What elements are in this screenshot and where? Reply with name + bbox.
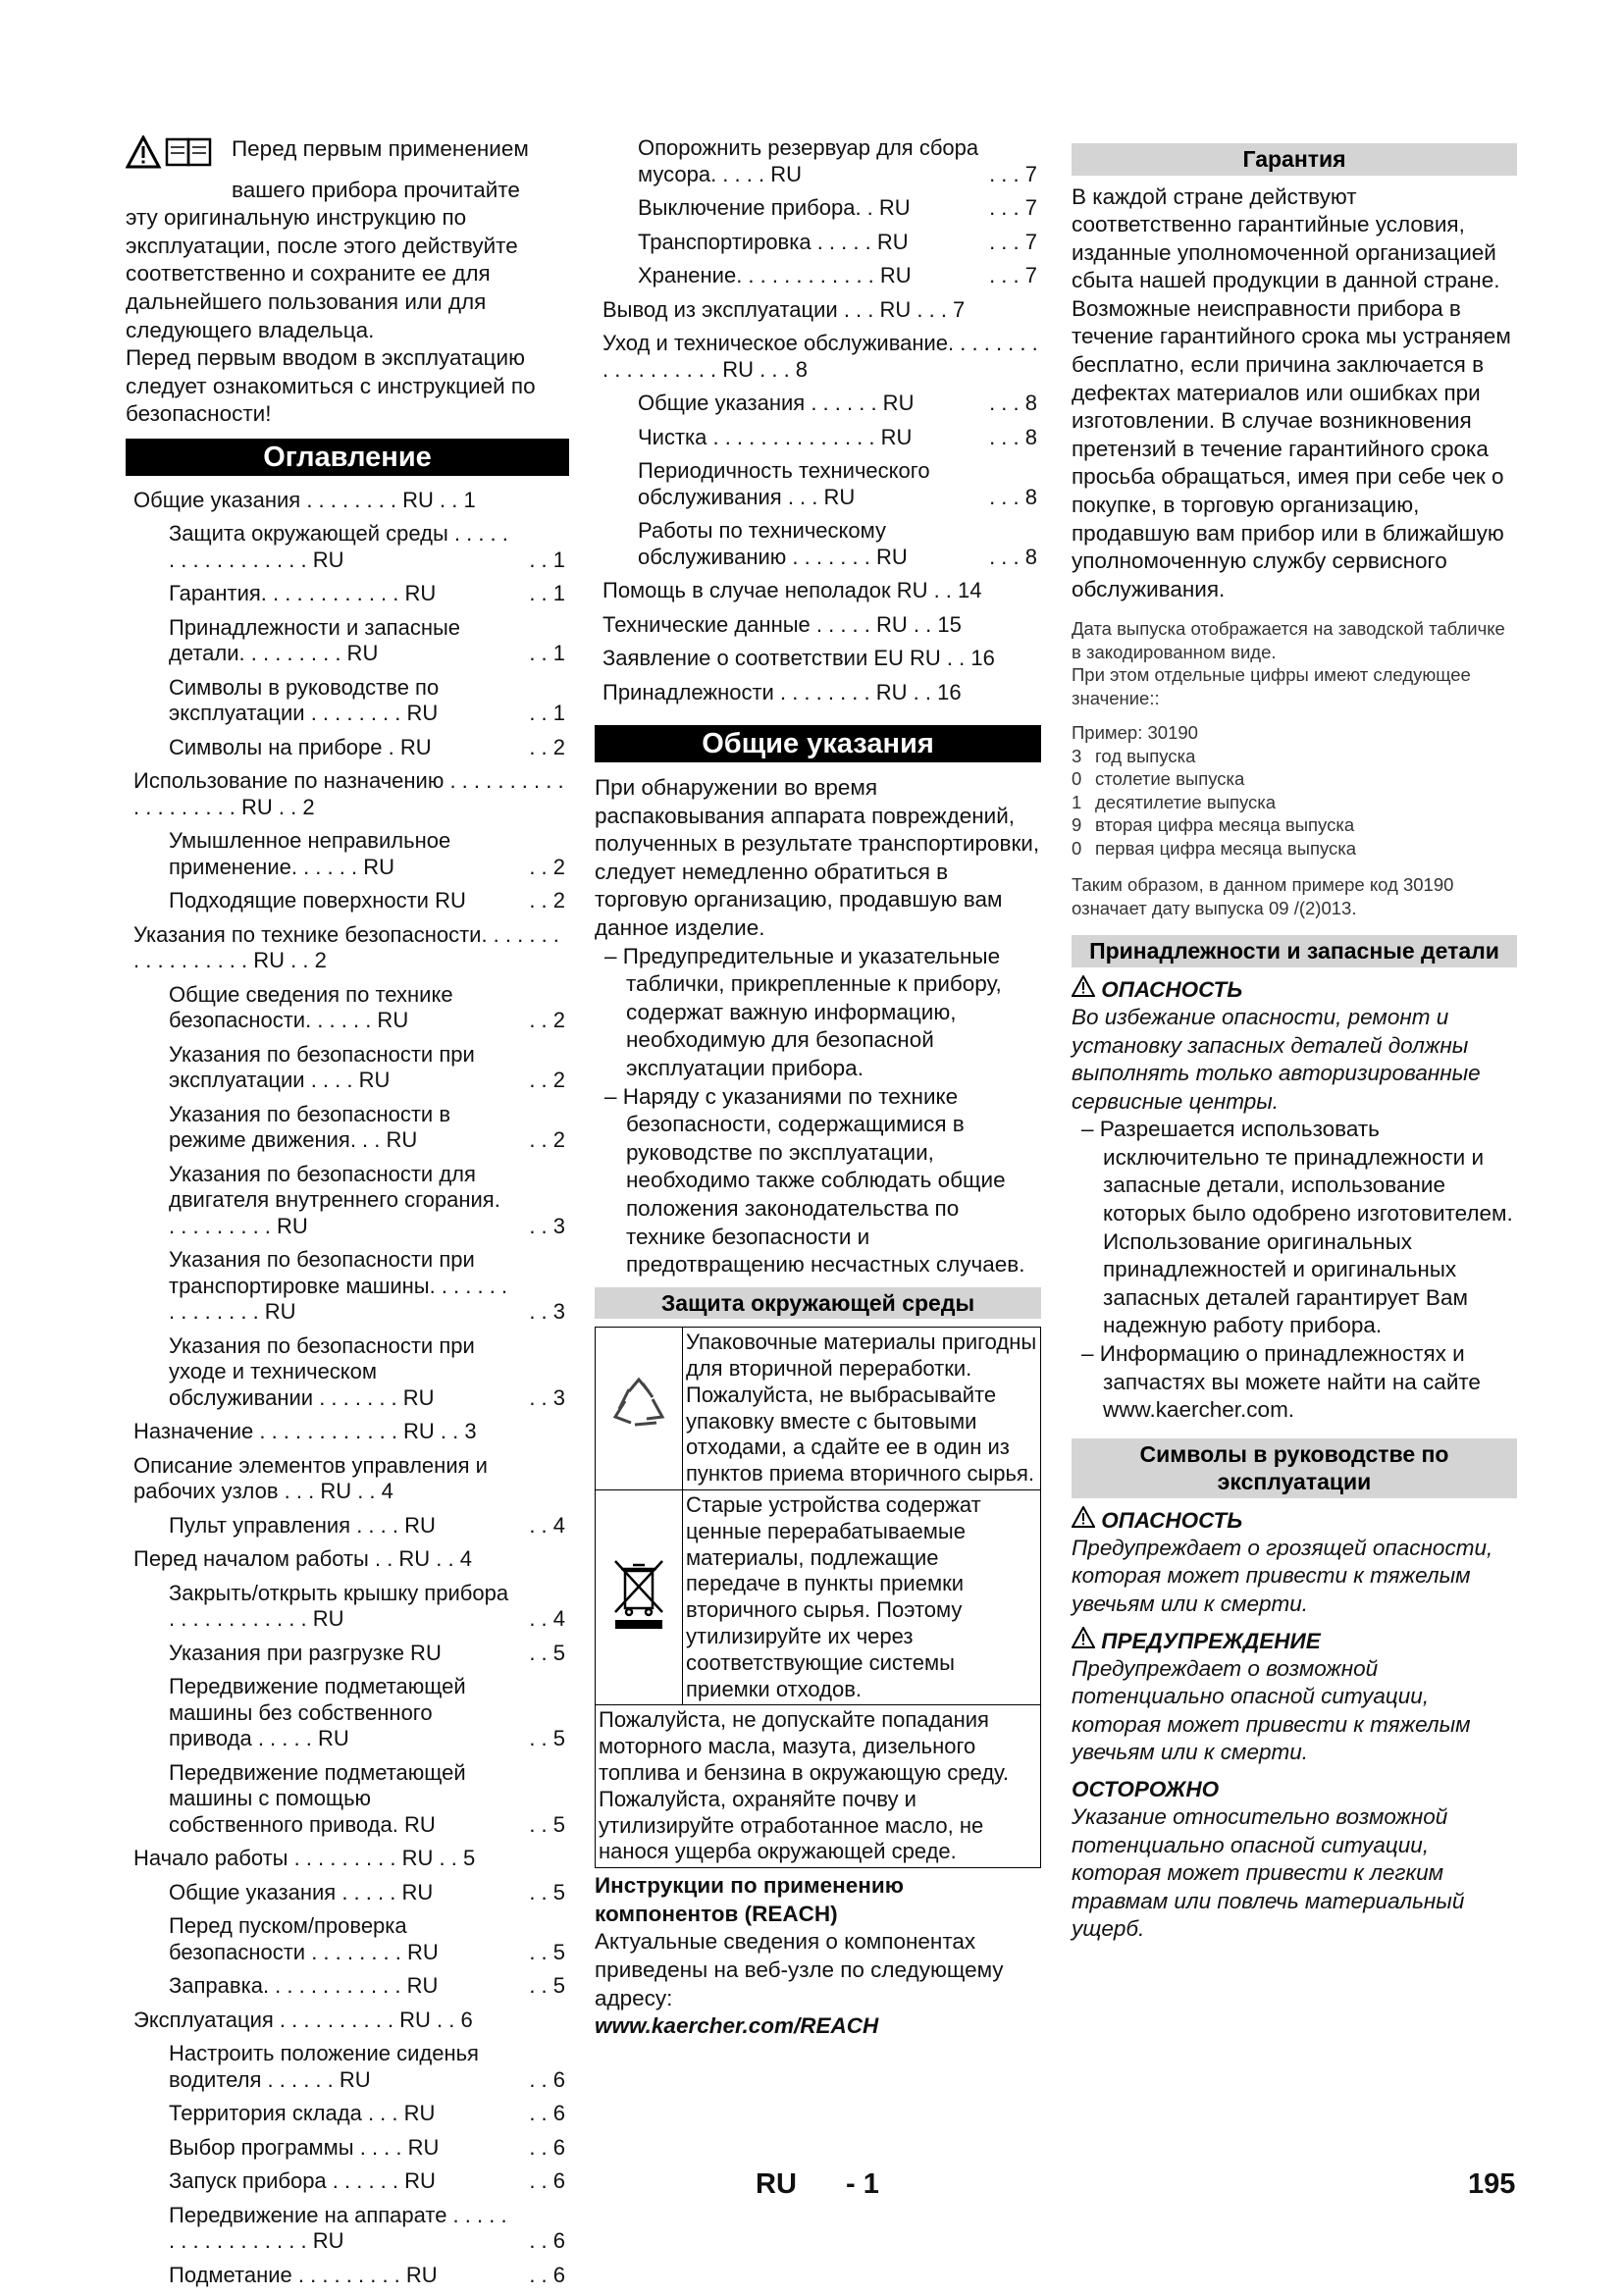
example-label: Пример: 30190: [1072, 722, 1198, 744]
toc-entry[interactable]: [126, 581, 569, 607]
accessories-danger-label: ОПАСНОСТЬ: [1072, 975, 1517, 1004]
general-heading: Общие указания: [595, 725, 1041, 762]
toc-entry-page: . . 2: [529, 734, 565, 759]
toc-entry-page: . . 6: [529, 2228, 565, 2254]
digit-value: 0: [1072, 837, 1082, 859]
toc-entry-title: Указания по безопасности при эксплуатации . . . . RU: [169, 1041, 475, 1093]
toc-entry-title: Общие указания . . . . . . . . RU . . 1: [133, 487, 476, 512]
toc-entry[interactable]: [126, 1760, 569, 1839]
toc-entry-page: . . 2: [529, 1068, 565, 1093]
toc-entry[interactable]: [126, 768, 569, 820]
toc-entry-title: Опорожнить резервуар для сбора мусора. . . . . RU: [638, 135, 979, 186]
toc-entry-page: . . 5: [529, 1939, 565, 1964]
toc-entry[interactable]: [126, 2008, 569, 2034]
toc-entry[interactable]: [595, 230, 1041, 256]
toc-entry-title: Описание элементов управления и рабочих узлов . . . RU . . 4: [133, 1452, 488, 1504]
toc-entry[interactable]: [126, 1453, 569, 1505]
digit-value: 9: [1072, 814, 1082, 836]
toc-entry-page: . . 2: [529, 1008, 565, 1033]
toc-entry-page: . . . 7: [989, 263, 1037, 287]
toc-entry-page: . . . 7: [989, 161, 1037, 186]
toc-entry-title: Символы в руководстве по эксплуатации . . . . . . . . RU: [169, 674, 440, 726]
toc-entry[interactable]: [126, 1419, 569, 1445]
column-right: [1072, 135, 1517, 1944]
toc-entry-page: . . 4: [529, 1606, 565, 1632]
toc-entry-title: Перед пуском/проверка безопасности . . . . . . . . RU: [169, 1913, 439, 1964]
toc-entry-title: Указания при разгрузке RU: [169, 1640, 442, 1665]
toc-entry-title: Передвижение подметающей машины без собственного привода . . . . . RU: [169, 1674, 466, 1751]
accessories-list: [1072, 1116, 1517, 1425]
weee-icon-cell: [596, 1489, 683, 1704]
toc-entry[interactable]: [595, 518, 1041, 570]
toc-entry-page: . . 4: [529, 1512, 565, 1538]
crossed-bin-icon: [609, 1614, 668, 1639]
date-conclusion: Таким образом, в данном примере код 30190 означает дату выпуска 09 /(2)013.: [1072, 874, 1454, 918]
warranty-heading: Гарантия: [1072, 143, 1517, 176]
toc-entry-page: . . 3: [529, 1384, 565, 1410]
footer-page-number: 195: [1468, 2168, 1516, 2200]
list-item: – Предупредительные и указательные таблички, прикрепленные к прибору, содержат важную информацию, необходимую для безопасной эксплуатации прибора.: [595, 943, 1041, 1083]
toc-entry-title: Передвижение на аппарате . . . . . . . . . . . . . . . . . RU: [169, 2202, 507, 2254]
digit-meaning: вторая цифра месяца выпуска: [1095, 814, 1355, 836]
digit-row: [1072, 767, 1517, 791]
list-item: – Разрешается использовать исключительно те принадлежности и запасные детали, использование которых было одобрено изготовителем. Использование оригинальных принадлежностей и оригинальных запасных деталей гарантирует Вам надежную работу прибора.: [1072, 1116, 1517, 1340]
toc-entry[interactable]: [126, 828, 569, 880]
intro: [126, 135, 569, 429]
intro-first-line: Перед первым применением вашего прибора прочитайте: [126, 135, 569, 204]
toc-column-2: [595, 135, 1041, 713]
toc-entry-title: Назначение . . . . . . . . . . . . RU . . 3: [133, 1419, 477, 1444]
recycle-icon-cell: [596, 1328, 683, 1490]
toc-entry-page: . . 5: [529, 1973, 565, 1999]
toc-entry[interactable]: [126, 888, 569, 914]
toc-entry[interactable]: [595, 135, 1041, 187]
toc-entry-title: Технические данные . . . . . RU . . 15: [602, 611, 962, 637]
toc-entry[interactable]: [126, 1102, 569, 1154]
toc-entry-page: . . 1: [529, 641, 565, 666]
toc-entry[interactable]: [126, 1846, 569, 1872]
environment-table: [595, 1327, 1041, 1868]
toc-entry[interactable]: [126, 982, 569, 1034]
toc-entry-page: . . 2: [529, 854, 565, 879]
toc-entry-title: Пульт управления . . . . RU: [169, 1512, 436, 1538]
toc-entry-title: Принадлежности и запасные детали. . . . . . . . . RU: [169, 614, 461, 666]
symbols-caution-label: ОСТОРОЖНО: [1072, 1776, 1220, 1801]
toc-entry-title: Указания по безопасности при транспортировке машины. . . . . . . . . . . . . . . RU: [169, 1247, 508, 1325]
toc-entry-page: . . 3: [529, 1299, 565, 1325]
intro-text: эту оригинальную инструкцию по эксплуатации, после этого действуйте соответственно и сохраните ее для дальнейшего пользования или для следующего владельца.: [126, 205, 518, 342]
toc-entry-title: Подходящие поверхности RU: [169, 888, 466, 913]
toc-entry-title: Указания по безопасности в режиме движения. . . RU: [169, 1101, 451, 1153]
toc-entry-title: Использование по назначению . . . . . . . . . . . . . . . . . . . RU . . 2: [133, 768, 564, 819]
toc-entry-title: Общие указания . . . . . RU: [169, 1879, 434, 1905]
toc-entry[interactable]: [595, 578, 1041, 604]
toc-entry[interactable]: [126, 1042, 569, 1094]
toc-entry-page: . . 5: [529, 1811, 565, 1837]
toc-entry[interactable]: [126, 1513, 569, 1539]
toc-entry-title: Эксплуатация . . . . . . . . . . RU . . 6: [133, 2007, 473, 2032]
digit-row: [1072, 791, 1517, 814]
toc-entry-page: . . 6: [529, 2101, 565, 2126]
toc-entry[interactable]: [595, 458, 1041, 510]
column-left: [126, 135, 569, 2296]
toc-entry[interactable]: [595, 612, 1041, 639]
list-item: – Наряду с указаниями по технике безопасности, содержащимися в руководстве по эксплуатации, необходимо также соблюдать общие положения законодательства по технике безопасности и предотвращению несчастных случаев.: [595, 1083, 1041, 1279]
toc-entry-title: Общие указания . . . . . . RU: [638, 391, 915, 415]
toc-entry-title: Территория склада . . . RU: [169, 2101, 436, 2126]
toc-entry-title: Передвижение подметающей машины с помощью собственного привода. RU: [169, 1759, 466, 1837]
reach-text: Актуальные сведения о компонентах приведены на веб-узле по следующему адресу:: [595, 1929, 1004, 2010]
list-item: – Информацию о принадлежностях и запчастях вы можете найти на сайте www.kaercher.com.: [1072, 1340, 1517, 1425]
date-note: Дата выпуска отображается на заводской табличке в закодированном виде.: [1072, 618, 1505, 662]
general-list: [595, 943, 1041, 1279]
toc-entry[interactable]: [595, 263, 1041, 289]
toc-entry[interactable]: [126, 615, 569, 667]
toc-entry-title: Указания по технике безопасности. . . . . . . . . . . . . . . . . RU . . 2: [133, 921, 559, 973]
toc-entry-title: Заправка. . . . . . . . . . . . RU: [169, 1973, 439, 1999]
digit-value: 3: [1072, 745, 1082, 766]
toc-entry[interactable]: [595, 391, 1041, 417]
footer-language: RU: [756, 2168, 797, 2200]
symbols-caution-text: Указание относительно возможной потенциально опасной ситуации, которая может привести к легким травмам или повлечь материальный ущерб.: [1072, 1803, 1465, 1942]
recycle-icon: [607, 1417, 670, 1441]
toc-entry[interactable]: [126, 1162, 569, 1240]
toc-entry[interactable]: [595, 195, 1041, 222]
accessories-heading: Принадлежности и запасные детали: [1072, 935, 1517, 967]
toc-entry-title: Заявление о соответствии EU RU . . 16: [602, 646, 995, 670]
toc-entry-page: . . 1: [529, 701, 565, 726]
symbols-warning-label: ПРЕДУПРЕЖДЕНИЕ: [1072, 1627, 1517, 1655]
toc-entry[interactable]: [126, 2135, 569, 2162]
toc-entry-page: . . . 7: [989, 229, 1037, 254]
toc-heading: Оглавление: [126, 439, 569, 476]
toc-entry-title: Умышленное неправильное применение. . . . . . RU: [169, 828, 451, 879]
toc-entry-page: . . . 8: [989, 484, 1037, 509]
toc-entry-page: . . 3: [529, 1213, 565, 1238]
toc-entry-title: Перед началом работы . . RU . . 4: [133, 1546, 472, 1572]
toc-entry-title: Запуск прибора . . . . . . RU: [169, 2168, 436, 2194]
toc-entry[interactable]: [126, 675, 569, 727]
toc-entry[interactable]: [126, 2263, 569, 2289]
toc-entry-page: . . 2: [529, 888, 565, 913]
toc-entry-title: Принадлежности . . . . . . . . RU . . 16: [602, 679, 962, 704]
digit-meaning: столетие выпуска: [1095, 768, 1245, 790]
toc-entry[interactable]: [595, 680, 1041, 706]
toc-entry-page: . . 1: [529, 581, 565, 606]
warning-triangle-icon: [1072, 1629, 1101, 1653]
reach-link[interactable]: www.kaercher.com/REACH: [595, 2013, 879, 2039]
intro-safety-note: Перед первым вводом в эксплуатацию следует ознакомиться с инструкцией по безопасности!: [126, 345, 536, 427]
toc-entry-title: Уход и техническое обслуживание. . . . . . . . . . . . . . . . . . RU . . . 8: [602, 331, 1038, 382]
symbols-heading: Символы в руководстве по эксплуатации: [1072, 1438, 1517, 1498]
toc-entry-title: Общие сведения по технике безопасности. . . . . . RU: [169, 981, 453, 1033]
toc-entry-title: Выбор программы . . . . RU: [169, 2134, 440, 2160]
toc-entry-page: . . 5: [529, 1879, 565, 1905]
symbols-danger-text: Предупреждает о грозящей опасности, которая может привести к тяжелым увечьям или к смерти.: [1072, 1535, 1493, 1616]
toc-entry-title: Помощь в случае неполадок RU . . 14: [602, 578, 982, 602]
digits-note: При этом отдельные цифры имеют следующее значение::: [1072, 664, 1471, 708]
digit-row: [1072, 837, 1517, 861]
toc-entry-title: Вывод из эксплуатации . . . RU . . . 7: [602, 296, 966, 322]
toc-entry-page: . . 6: [529, 2066, 565, 2092]
digit-meaning: год выпуска: [1095, 745, 1196, 766]
toc-entry[interactable]: [126, 1546, 569, 1573]
digit-value: 0: [1072, 768, 1082, 790]
recycle-text: Упаковочные материалы пригодны для вторичной переработки. Пожалуйста, не выбрасывайте упаковку вместе с бытовыми отходами, а сдайте ее в один из пунктов приема вторичного сырья.: [683, 1328, 1041, 1490]
toc-entry-title: Настроить положение сиденья водителя . . . . . . RU: [169, 2041, 479, 2092]
toc-entry[interactable]: [126, 2041, 569, 2093]
toc-entry-title: Закрыть/открыть крышку прибора . . . . . . . . . . . . RU: [169, 1580, 509, 1632]
toc-entry[interactable]: [126, 1913, 569, 1965]
warning-triangle-icon: [1072, 1508, 1101, 1533]
toc-entry-title: Указания по безопасности для двигателя внутреннего сгорания. . . . . . . . . . RU: [169, 1161, 500, 1238]
toc-entry[interactable]: [126, 1247, 569, 1326]
digits-list: [1072, 745, 1517, 861]
digit-row: [1072, 745, 1517, 768]
warranty-text: В каждой стране действуют соответственно гарантийные условия, изданные уполномоченной организацией сбыта нашей продукции в данной стране. Возможные неисправности прибора в течение гарантийного срока мы устраняем бесплатно, если причина заключается в дефектах материалов или ошибках при изготовлении. В случае возникновения претензий в течение гарантийного срока просьба обращаться, имея при себе чек о покупке, в торговую организацию, продавшую вам прибор или в ближайшую уполномоченную службу сервисного обслуживания.: [1072, 183, 1511, 601]
toc-entry[interactable]: [126, 1333, 569, 1412]
reach-title: Инструкции по применению компонентов (REACH): [595, 1873, 904, 1926]
toc-entry[interactable]: [126, 735, 569, 761]
digit-value: 1: [1072, 791, 1082, 812]
oil-text: Пожалуйста, не допускайте попадания моторного масла, мазута, дизельного топлива и бензина в окружающую среду. Пожалуйста, охраняйте почву и утилизируйте отработанное масло, не нанося ущерба окружающей среде.: [596, 1705, 1041, 1868]
toc-entry[interactable]: [126, 2168, 569, 2195]
toc-entry[interactable]: [126, 1641, 569, 1667]
toc-entry-title: Выключение прибора. . RU: [638, 195, 911, 220]
toc-entry-page: . . 5: [529, 1726, 565, 1751]
accessories-danger-text: Во избежание опасности, ремонт и установку запасных деталей должны выполнять только авторизированные сервисные центры.: [1072, 1004, 1481, 1114]
toc-column-1: [126, 488, 569, 2296]
toc-entry-page: . . 6: [529, 2262, 565, 2287]
toc-entry[interactable]: [126, 2101, 569, 2127]
warning-book-icon: [126, 135, 224, 177]
warning-triangle-icon: [1072, 977, 1101, 1002]
toc-entry-title: Работы по техническому обслуживанию . . . . . . . RU: [638, 518, 908, 569]
toc-entry[interactable]: [595, 646, 1041, 672]
toc-entry-page: . . 2: [529, 1127, 565, 1153]
toc-entry[interactable]: [126, 922, 569, 974]
toc-entry[interactable]: [126, 1973, 569, 2000]
digit-meaning: десятилетие выпуска: [1095, 791, 1277, 812]
symbols-danger-label: ОПАСНОСТЬ: [1072, 1506, 1517, 1535]
toc-entry[interactable]: [595, 297, 1041, 324]
toc-entry[interactable]: [595, 331, 1041, 383]
weee-text: Старые устройства содержат ценные перерабатываемые материалы, подлежащие передаче в пункты приемки вторичного сырья. Поэтому утилизируйте их через соответствующие системы приемки отходов.: [683, 1489, 1041, 1704]
toc-entry[interactable]: [126, 1674, 569, 1752]
toc-entry[interactable]: [126, 1581, 569, 1633]
toc-entry-title: Указания по безопасности при уходе и техническом обслуживании . . . . . . . RU: [169, 1332, 475, 1410]
toc-entry-page: . . 6: [529, 2134, 565, 2160]
footer-local-page: - 1: [846, 2168, 879, 2200]
toc-entry-title: Периодичность технического обслуживания . . . RU: [638, 458, 930, 509]
toc-entry-title: Защита окружающей среды . . . . . . . . . . . . . . . . . RU: [169, 521, 508, 572]
environment-heading: Защита окружающей среды: [595, 1287, 1041, 1320]
column-middle: [595, 135, 1041, 2041]
toc-entry-page: . . 6: [529, 2168, 565, 2194]
toc-entry[interactable]: [126, 2203, 569, 2255]
toc-entry-page: . . . 8: [989, 544, 1037, 569]
toc-entry-page: . . . 8: [989, 391, 1037, 415]
toc-entry[interactable]: [126, 1880, 569, 1906]
toc-entry-title: Хранение. . . . . . . . . . . . RU: [638, 263, 912, 287]
toc-entry-page: . . . 7: [989, 195, 1037, 220]
digit-row: [1072, 813, 1517, 837]
general-text: При обнаружении во время распаковывания аппарата повреждений, полученных в результате транспортировки, следует немедленно обратиться в торговую организацию, продавшую вам данное изделие.: [595, 775, 1040, 940]
digit-meaning: первая цифра месяца выпуска: [1095, 837, 1357, 859]
toc-entry-title: Транспортировка . . . . . RU: [638, 229, 909, 254]
toc-entry-title: Подметание . . . . . . . . . RU: [169, 2262, 438, 2287]
toc-entry[interactable]: [595, 425, 1041, 451]
toc-entry-page: . . . 8: [989, 424, 1037, 449]
toc-entry[interactable]: [126, 521, 569, 573]
symbols-warning-text: Предупреждает о возможной потенциально опасной ситуации, которая может привести к тяжелым увечьям или к смерти.: [1072, 1655, 1471, 1765]
toc-entry-title: Начало работы . . . . . . . . . RU . . 5: [133, 1846, 476, 1871]
toc-entry-title: Символы на приборе . RU: [169, 734, 432, 759]
toc-entry-page: . . 5: [529, 1640, 565, 1665]
toc-entry-page: . . 1: [529, 547, 565, 572]
toc-entry-title: Чистка . . . . . . . . . . . . . . RU: [638, 424, 913, 449]
toc-entry-title: Гарантия. . . . . . . . . . . . RU: [169, 581, 437, 606]
toc-entry[interactable]: [126, 488, 569, 514]
